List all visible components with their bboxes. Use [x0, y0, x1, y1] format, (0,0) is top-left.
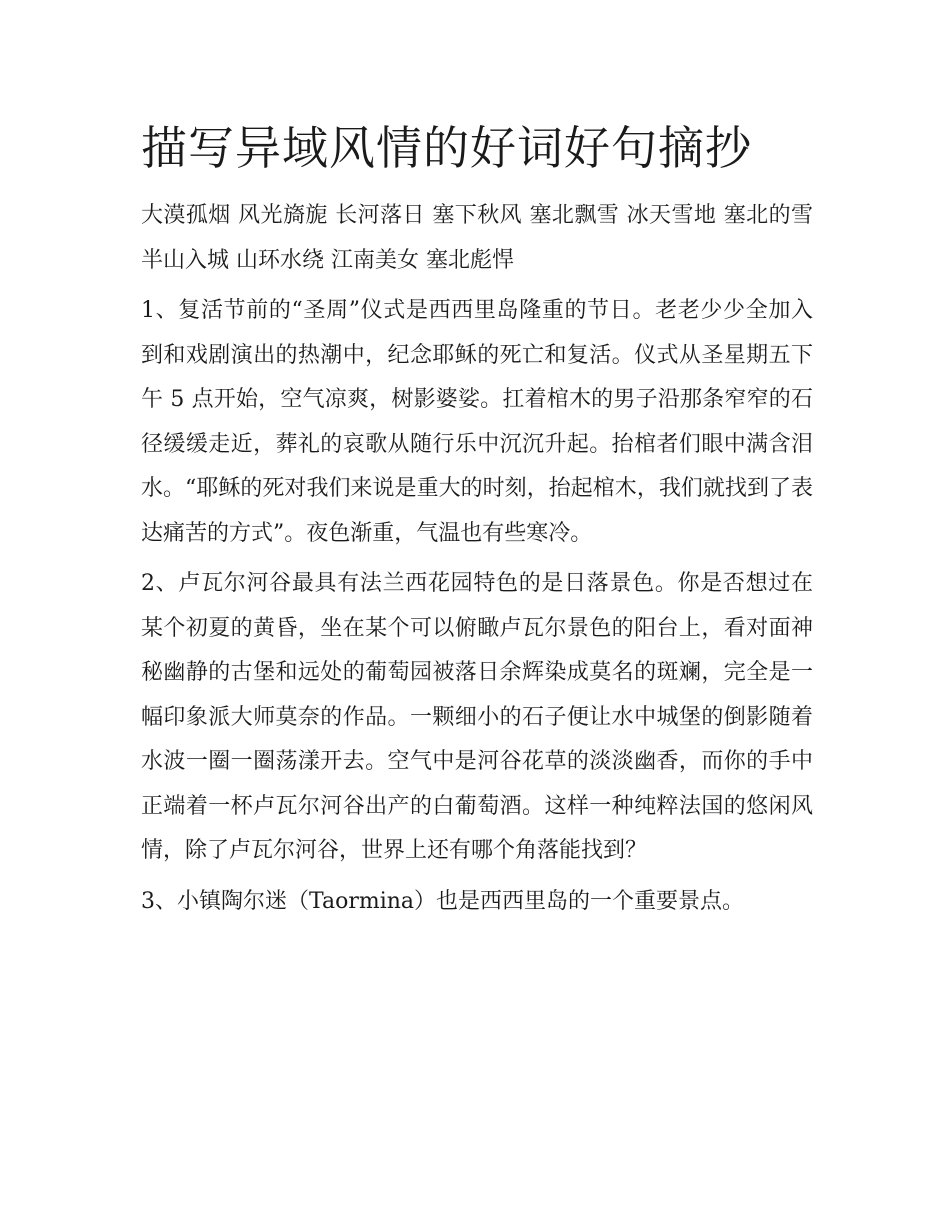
paragraph-3: 3、小镇陶尔迷（Taormina）也是西西里岛的一个重要景点。 [141, 888, 745, 914]
document-page [141, 112, 813, 930]
keywords-paragraph: 大漠孤烟 风光旖旎 长河落日 塞下秋风 塞北飘雪 冰天雪地 塞北的雪 半山入城 山环水绕 江南美女 塞北彪悍 [141, 203, 813, 273]
paragraph-1: 1、复活节前的“圣周”仪式是西西里岛隆重的节日。老老少少全加入到和戏剧演出的热潮中，纪念耶稣的死亡和复活。仪式从圣星期五下午 5 点开始，空气凉爽，树影婆娑。扛着棺木的男子沿那条窄窄的石径缓缓走近，葬礼的哀歌从随行乐中沉沉升起。抬棺者们眼中满含泪水。“耶稣的死对我们来说是重大的时刻，抬起棺木，我们就找到了表达痛苦的方式”。夜色渐重，气温也有些寒冷。 [141, 298, 813, 546]
document-title: 描写异域风情的好词好句摘抄 [141, 121, 752, 175]
paragraph-2: 2、卢瓦尔河谷最具有法兰西花园特色的是日落景色。你是否想过在某个初夏的黄昏，坐在某个可以俯瞰卢瓦尔景色的阳台上，看对面神秘幽静的古堡和远处的葡萄园被落日余辉染成莫名的斑斓，完全是一幅印象派大师莫奈的作品。一颗细小的石子便让水中城堡的倒影随着水波一圈一圈荡漾开去。空气中是河谷花草的淡淡幽香，而你的手中正端着一杯卢瓦尔河谷出产的白葡萄酒。这样一种纯粹法国的悠闲风情，除了卢瓦尔河谷，世界上还有哪个角落能找到？ [141, 571, 813, 863]
